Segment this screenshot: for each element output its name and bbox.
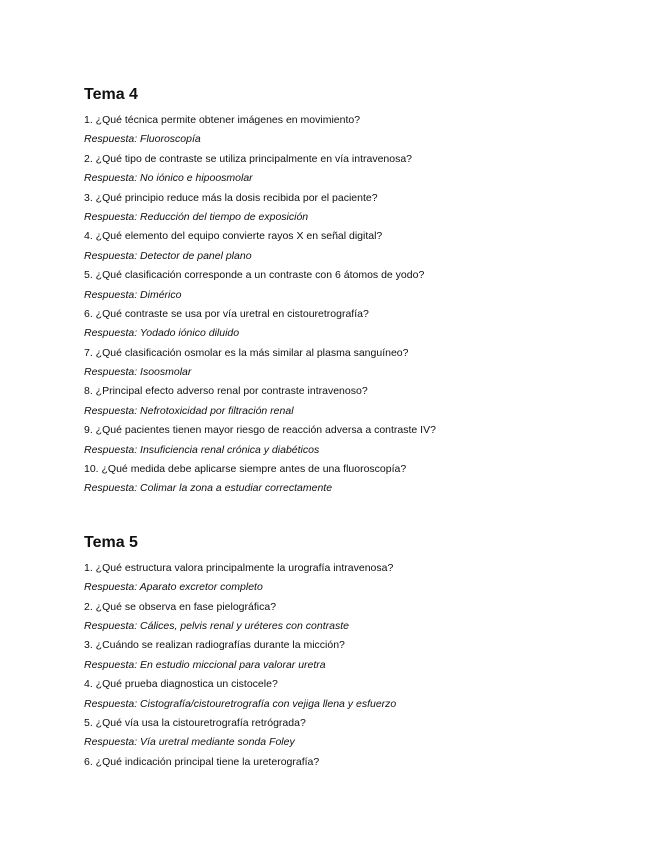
answer-text: Respuesta: No iónico e hipoosmolar [84,172,253,185]
qa-item [84,266,624,305]
answer-text: Respuesta: Detector de panel plano [84,249,252,262]
answer-text: Respuesta: Vía uretral mediante sonda Foley [84,736,295,749]
answer-text: Respuesta: Fluoroscopía [84,133,201,146]
answer-text: Respuesta: Dimérico [84,288,182,301]
qa-list [84,559,624,772]
qa-list [84,111,624,499]
answer-text: Respuesta: Isoosmolar [84,366,192,379]
document-page [84,84,624,772]
question-text: 10. ¿Qué medida debe aplicarse siempre antes de una fluoroscopía? [84,463,407,476]
section-tema-4 [84,84,624,499]
qa-item [84,150,624,189]
qa-item [84,675,624,714]
section-tema-5 [84,532,624,772]
answer-text: Respuesta: En estudio miccional para valorar uretra [84,658,326,671]
question-text: 5. ¿Qué clasificación corresponde a un contraste con 6 átomos de yodo? [84,269,425,282]
answer-text: Respuesta: Yodado iónico diluido [84,327,240,340]
question-text: 6. ¿Qué contraste se usa por vía uretral en cistouretrografía? [84,307,369,320]
section-title: Tema 4 [84,86,138,103]
qa-item [84,382,624,421]
question-text: 5. ¿Qué vía usa la cistouretrografía retrógrada? [84,716,306,729]
question-text: 8. ¿Principal efecto adverso renal por contraste intravenoso? [84,385,368,398]
qa-item [84,753,624,772]
question-text: 6. ¿Qué indicación principal tiene la ureterografía? [84,755,320,768]
qa-item [84,714,624,753]
question-text: 3. ¿Qué principio reduce más la dosis recibida por el paciente? [84,191,378,204]
question-text: 1. ¿Qué técnica permite obtener imágenes en movimiento? [84,114,361,126]
answer-text: Respuesta: Insuficiencia renal crónica y diabéticos [84,443,320,456]
qa-item [84,305,624,344]
section-title: Tema 5 [84,533,138,551]
answer-text: Respuesta: Colimar la zona a estudiar correctamente [84,482,333,495]
qa-item [84,636,624,675]
qa-item [84,559,624,598]
qa-item [84,111,624,150]
qa-item [84,460,624,499]
question-text: 7. ¿Qué clasificación osmolar es la más similar al plasma sanguíneo? [84,346,409,359]
answer-text: Respuesta: Aparato excretor completo [84,581,263,594]
answer-text: Respuesta: Nefrotoxicidad por filtración renal [84,404,294,417]
question-text: 1. ¿Qué estructura valora principalmente la urografía intravenosa? [84,561,394,574]
qa-item [84,598,624,637]
question-text: 9. ¿Qué pacientes tienen mayor riesgo de reacción adversa a contraste IV? [84,424,436,437]
question-text: 3. ¿Cuándo se realizan radiografías durante la micción? [84,639,345,652]
qa-item [84,189,624,228]
qa-item [84,227,624,266]
answer-text: Respuesta: Cistografía/cistouretrografía con vejiga llena y esfuerzo [84,697,397,710]
question-text: 2. ¿Qué tipo de contraste se utiliza principalmente en vía intravenosa? [84,152,413,165]
answer-text: Respuesta: Cálices, pelvis renal y uréteres con contraste [84,619,349,632]
question-text: 4. ¿Qué elemento del equipo convierte rayos X en señal digital? [84,230,383,243]
qa-item [84,344,624,383]
answer-text: Respuesta: Reducción del tiempo de exposición [84,210,309,223]
question-text: 4. ¿Qué prueba diagnostica un cistocele? [84,678,278,691]
question-text: 2. ¿Qué se observa en fase pielográfica? [84,600,277,613]
qa-item [84,421,624,460]
